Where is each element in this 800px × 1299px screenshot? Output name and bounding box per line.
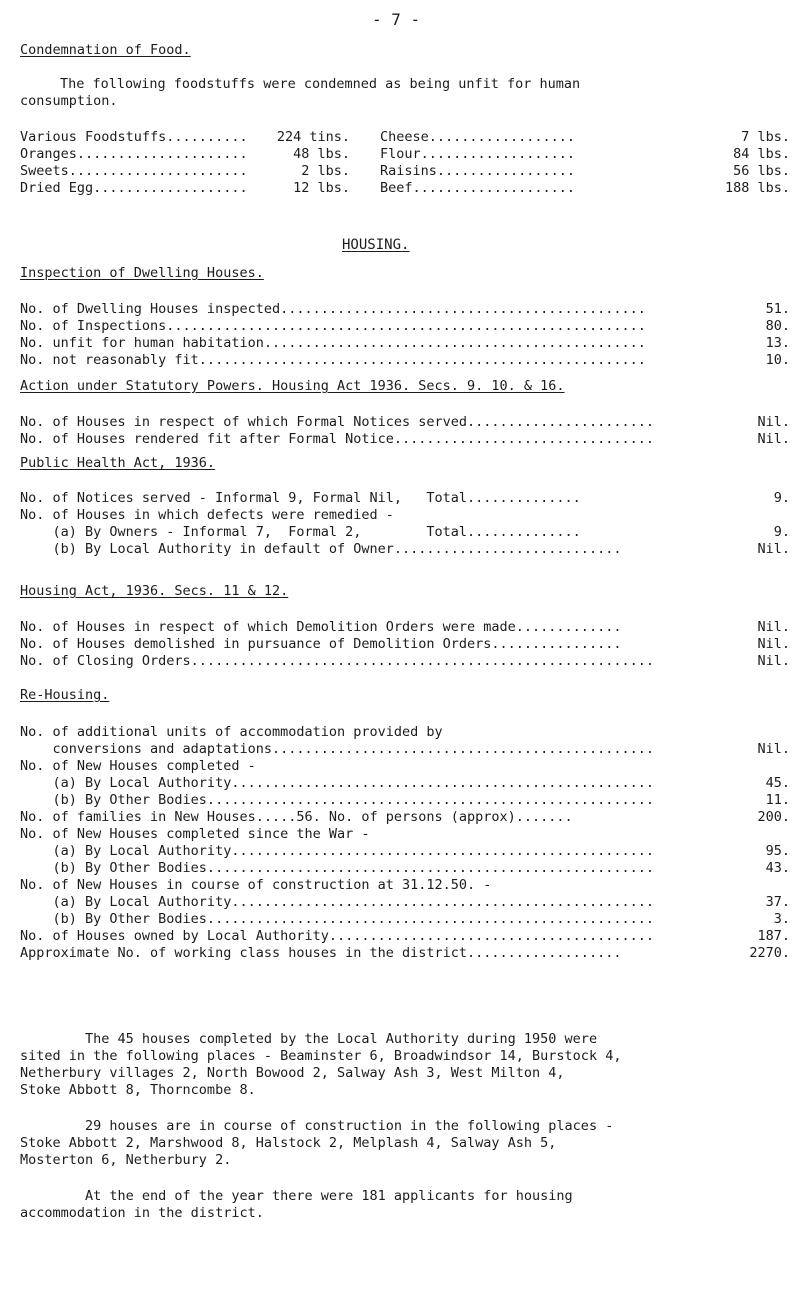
condemned-food-item [20,163,350,181]
statistic-row [20,414,790,432]
statistic-value: Nil. [757,619,790,635]
statistic-label: (b) By Other Bodies....................................................... [20,911,654,927]
statistic-value: 3. [773,911,790,927]
food-item-label: Cheese.................. [380,129,576,145]
statistic-value: 95. [765,843,790,859]
statistic-row [20,775,790,793]
statistic-label: Approximate No. of working class houses in the district................... [20,945,622,961]
condemned-food-item [20,180,350,198]
statistic-label: No. of Houses in respect of which Formal Notices served....................... [20,414,654,430]
statistic-label: No. of New Houses in course of construction at 31.12.50. - [20,877,492,893]
paragraph-line: 29 houses are in course of construction in the following places - [20,1118,614,1134]
statistic-value: 37. [765,894,790,910]
statistic-value: 10. [765,352,790,368]
statistic-label: (a) By Local Authority.................................................... [20,843,654,859]
statistic-value: Nil. [757,431,790,447]
statistic-label: (a) By Local Authority.................................................... [20,775,654,791]
statistic-row [20,809,790,827]
statistic-label: No. of Houses in which defects were remedied - [20,507,394,523]
statistic-value: Nil. [757,741,790,757]
statistic-row [20,928,790,946]
housing-act-heading: Housing Act, 1936. Secs. 11 & 12. [20,583,289,599]
food-item-label: Flour................... [380,146,576,162]
statistic-row [20,741,790,759]
condemned-food-item [20,129,350,147]
statistic-label: (b) By Other Bodies....................................................... [20,792,654,808]
statistic-row [20,911,790,929]
condemned-food-item [380,180,790,198]
paragraph-line: Mosterton 6, Netherbury 2. [20,1152,232,1168]
statistic-label: (b) By Other Bodies....................................................... [20,860,654,876]
statistic-row [20,431,790,449]
statistic-value: 9. [773,524,790,540]
paragraph-line: accommodation in the district. [20,1205,264,1221]
statistic-row [20,335,790,353]
statistic-value: 9. [773,490,790,506]
statistic-label: No. not reasonably fit....................................................... [20,352,646,368]
public-health-heading: Public Health Act, 1936. [20,455,216,471]
statistic-row [20,860,790,878]
paragraph-line: The 45 houses completed by the Local Authority during 1950 were [20,1031,598,1047]
statistic-row [20,653,790,671]
housing-title: HOUSING. [342,237,410,253]
statistic-value: 13. [765,335,790,351]
statistic-row [20,843,790,861]
statistic-label: No. of Houses owned by Local Authority........................................ [20,928,654,944]
statistic-label: conversions and adaptations............................................... [20,741,654,757]
statistic-row [20,541,790,559]
statistic-value: Nil. [757,653,790,669]
condemned-food-item [380,163,790,181]
food-item-label: Oranges..................... [20,146,248,162]
page-number: - 7 - [372,10,421,29]
statistic-row [20,636,790,654]
statistic-label: No. of Houses demolished in pursuance of Demolition Orders................ [20,636,622,652]
statistic-label: No. of Dwelling Houses inspected............................................. [20,301,646,317]
statistic-label: No. of New Houses completed - [20,758,256,774]
paragraph-line: Stoke Abbott 2, Marshwood 8, Halstock 2, Melplash 4, Salway Ash 5, [20,1135,557,1151]
statistic-label: (a) By Local Authority.................................................... [20,894,654,910]
statistic-value: Nil. [757,636,790,652]
statistic-row [20,507,790,525]
statistic-label: No. of New Houses completed since the War - [20,826,370,842]
condemnation-intro-line-2: consumption. [20,93,118,109]
food-item-quantity: 2 lbs. [301,163,350,179]
statistic-label: (a) By Owners - Informal 7, Formal 2, Total.............. [20,524,581,540]
statistic-label: No. of Closing Orders......................................................... [20,653,654,669]
statistic-row [20,619,790,637]
statistic-value: 11. [765,792,790,808]
statistic-row [20,490,790,508]
statistic-value: Nil. [757,541,790,557]
food-item-label: Dried Egg................... [20,180,248,196]
food-item-label: Various Foodstuffs.......... [20,129,248,145]
food-item-quantity: 48 lbs. [293,146,350,162]
food-item-label: Sweets...................... [20,163,248,179]
statistic-row [20,945,790,963]
statistic-row [20,758,790,776]
statistic-value: 43. [765,860,790,876]
food-item-quantity: 7 lbs. [741,129,790,145]
statistic-value: Nil. [757,414,790,430]
statutory-heading: Action under Statutory Powers. Housing Act 1936. Secs. 9. 10. & 16. [20,378,565,394]
food-item-label: Raisins................. [380,163,576,179]
food-item-quantity: 224 tins. [276,129,350,145]
paragraph-line: At the end of the year there were 181 applicants for housing [20,1188,573,1204]
paragraph-line: sited in the following places - Beaminster 6, Broadwindsor 14, Burstock 4, [20,1048,622,1064]
statistic-row [20,792,790,810]
statistic-value: 2270. [749,945,790,961]
statistic-value: 80. [765,318,790,334]
statistic-value: 51. [765,301,790,317]
food-item-quantity: 12 lbs. [293,180,350,196]
statistic-row [20,524,790,542]
paragraph-line: Netherbury villages 2, North Bowood 2, Salway Ash 3, West Milton 4, [20,1065,565,1081]
condemned-food-item [20,146,350,164]
food-item-quantity: 84 lbs. [733,146,790,162]
statistic-row [20,301,790,319]
condemned-food-item [380,146,790,164]
inspection-heading: Inspection of Dwelling Houses. [20,265,264,281]
statistic-label: No. of Houses rendered fit after Formal Notice................................ [20,431,654,447]
statistic-value: 187. [757,928,790,944]
paragraph-line: Stoke Abbott 8, Thorncombe 8. [20,1082,256,1098]
condemned-food-item [380,129,790,147]
condemnation-heading: Condemnation of Food. [20,42,191,58]
condemnation-intro-line-1: The following foodstuffs were condemned as being unfit for human [60,76,581,92]
statistic-row [20,318,790,336]
statistic-row [20,826,790,844]
statistic-value: 200. [757,809,790,825]
statistic-label: No. of additional units of accommodation provided by [20,724,443,740]
statistic-row [20,894,790,912]
food-item-quantity: 188 lbs. [724,180,790,196]
statistic-row [20,724,790,742]
statistic-label: No. of families in New Houses.....56. No. of persons (approx)....... [20,809,573,825]
food-item-label: Beef.................... [380,180,576,196]
statistic-value: 45. [765,775,790,791]
rehousing-heading: Re-Housing. [20,687,110,703]
statistic-label: No. of Notices served - Informal 9, Formal Nil, Total.............. [20,490,581,506]
statistic-row [20,352,790,370]
statistic-label: No. of Inspections........................................................... [20,318,646,334]
statistic-row [20,877,790,895]
statistic-label: No. unfit for human habitation............................................... [20,335,646,351]
statistic-label: No. of Houses in respect of which Demolition Orders were made............. [20,619,622,635]
food-item-quantity: 56 lbs. [733,163,790,179]
statistic-label: (b) By Local Authority in default of Owner............................ [20,541,622,557]
